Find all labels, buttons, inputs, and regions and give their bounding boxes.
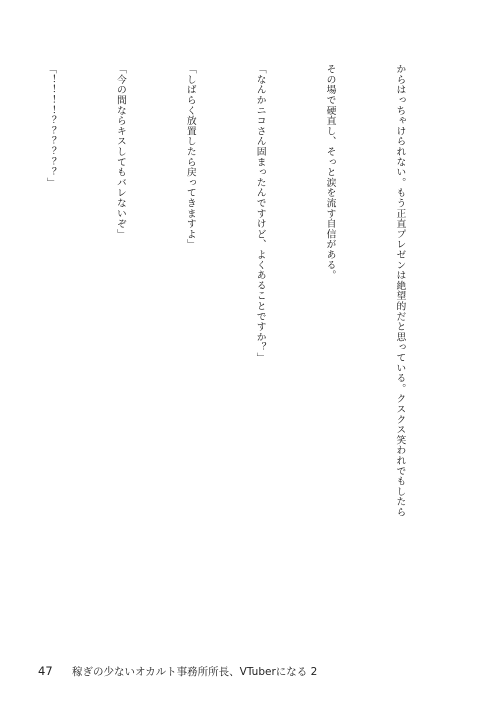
text-line: 「しばらく放置したら戻ってきますよ」 (184, 64, 196, 250)
text-line: 「なんかニコさん固まったんですけど、よくあることですか？」 (254, 64, 266, 363)
text-line: 「今の間ならキスしてもバレないぞ」 (114, 64, 126, 240)
text-line: その場で硬直し、そっと涙を流す自信がある。 (324, 64, 336, 281)
text-line: からはっちゃけられない。もう正直プレゼンは絶望的だと思っている。クスクス笑われでもしたら (394, 64, 406, 518)
text-line: 「！！！！？？？？？？」 (44, 64, 56, 188)
page-footer (38, 664, 317, 679)
running-title: 稼ぎの少ないオカルト事務所所長、VTuberになる 2 (71, 666, 318, 678)
body-text (38, 64, 458, 662)
page-number: 47 (38, 664, 53, 678)
